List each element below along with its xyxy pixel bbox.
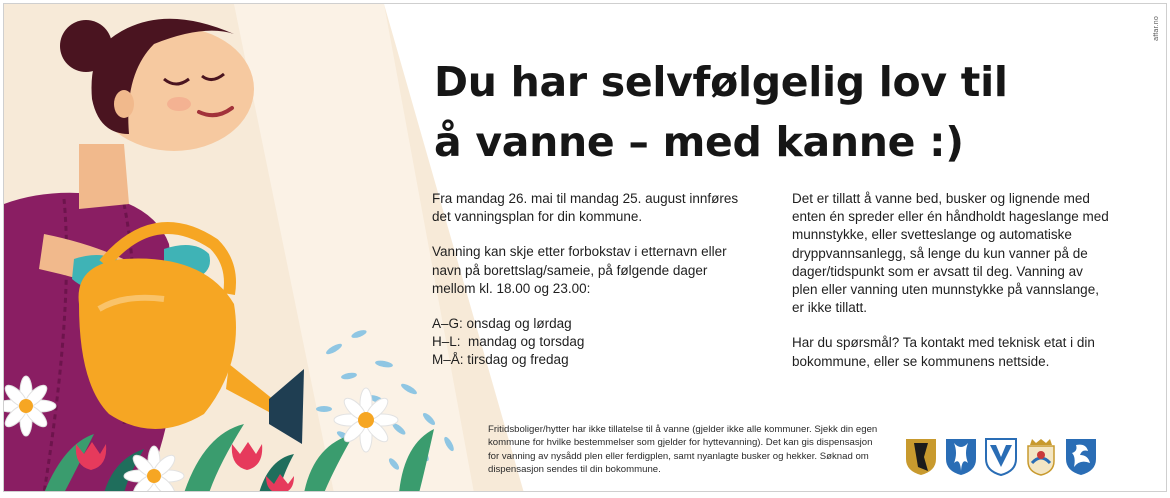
advertisement — [3, 3, 1167, 492]
intro-paragraph: Fra mandag 26. mai til mandag 25. august innføres det vanningsplan for din kommune. — [432, 191, 739, 225]
crest-2-icon — [944, 437, 978, 477]
headline-line-2: å vanne – med kanne :) — [434, 118, 964, 166]
schedule-list — [432, 315, 752, 370]
schedule-intro-paragraph: Vanning kan skje etter forbokstav i etternavn eller navn på borettslag/sameie, på følgende dager mellom kl. 18.00 og 23.00: — [432, 244, 727, 296]
rules-paragraph: Det er tillatt å vanne bed, busker og lignende med enten én spreder eller én håndholdt hageslange med munnstykke, eller svetteslange og automatiske dryppvannsanlegg, så lenge du kun vanner på de dager/tidspunkt som er avsatt til deg. Vanning av plen eller vanning uten munnstykke på vannslange, er ikke tillatt. — [792, 191, 1109, 316]
schedule-item: M–Å: tirsdag og fredag — [432, 352, 569, 368]
crest-3-icon — [984, 437, 1018, 477]
crest-1-icon — [904, 437, 938, 477]
crest-4-icon — [1024, 437, 1058, 477]
fine-print: Fritidsboliger/hytter har ikke tillatelse til å vanne (gjelder ikke alle kommuner. Sjekk din egen kommune for hvilke bestemmelser som gjelder for hyttevanning). Det kan gis dispensasjon for vanning av nysådd plen eller ferdigplen, samt nyanlagte busker og hekker. Søknad om dispensasjon sendes til din bokommune. — [488, 424, 878, 476]
credit-label: affar.no — [1153, 16, 1160, 41]
crest-5-icon — [1064, 437, 1098, 477]
municipality-crests — [904, 437, 1098, 477]
schedule-item: H–L: mandag og torsdag — [432, 334, 585, 350]
schedule-item: A–G: onsdag og lørdag — [432, 316, 572, 332]
left-column — [432, 190, 752, 370]
right-column — [792, 190, 1112, 388]
headline — [434, 52, 1094, 172]
contact-paragraph: Har du spørsmål? Ta kontakt med teknisk etat i din bokommune, eller se kommunens nettside. — [792, 335, 1095, 369]
headline-line-1: Du har selvfølgelig lov til — [434, 58, 1008, 106]
